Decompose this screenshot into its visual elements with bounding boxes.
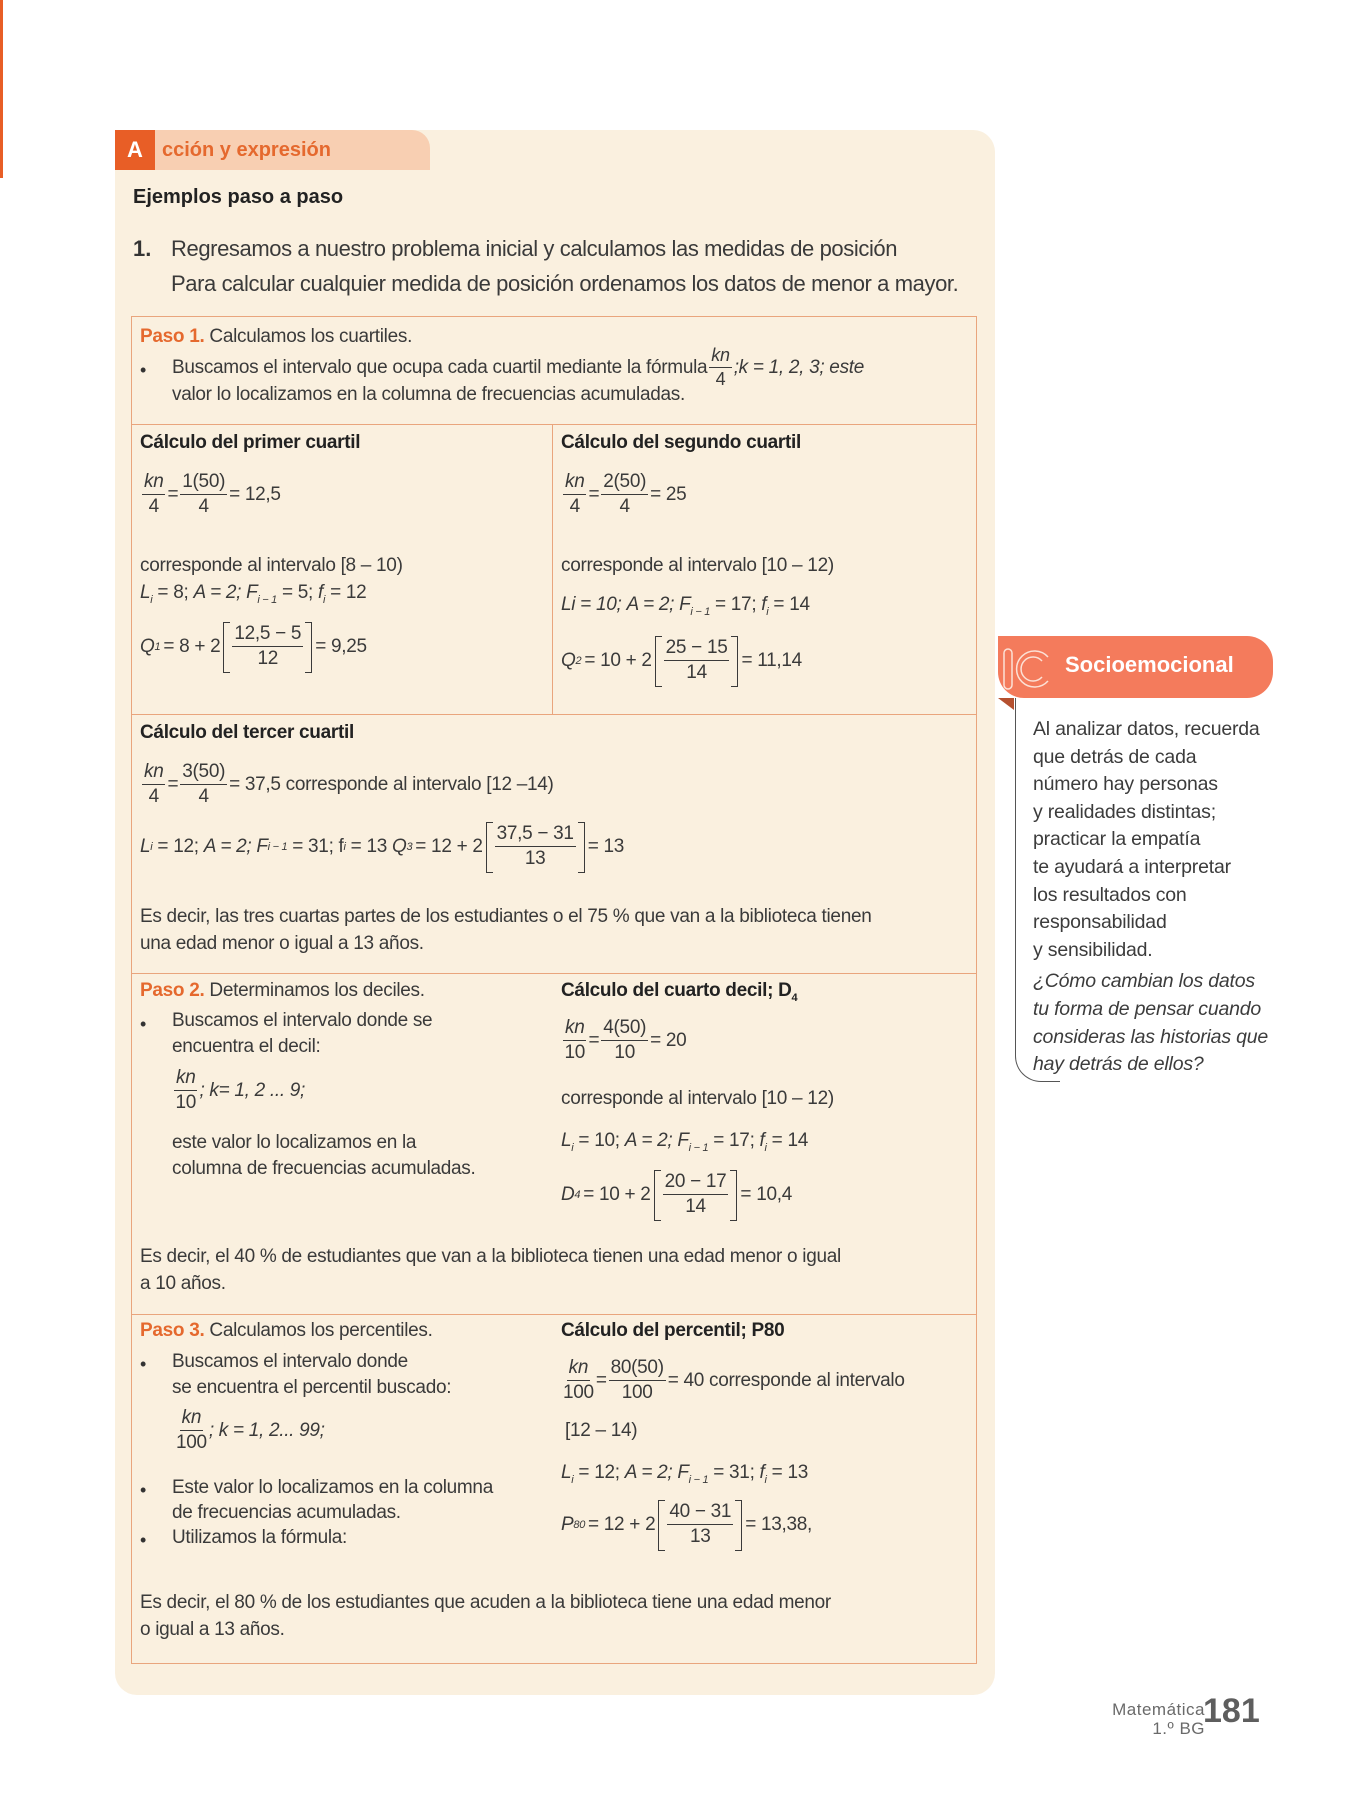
paso3-heading: Paso 3. Calculamos los percentiles. (140, 1320, 433, 1341)
divider (131, 714, 977, 715)
ic-logo-icon (1000, 645, 1052, 693)
divider (552, 424, 553, 714)
paso3-bullet-line-4: de frecuencias acumuladas. (172, 1502, 401, 1523)
divider (131, 973, 977, 974)
socioemocional-question: ¿Cómo cambian los datos tu forma de pensar cuando consideras las historias que hay detrás de ellos? (1033, 970, 1269, 1076)
paso1-k-values: ;k = 1, 2, 3; este (733, 357, 865, 379)
q1-formula: Q 1 = 8 + 2 $\frac{12,5 - 5}{12}$ = 9,25 (140, 622, 367, 673)
paso2-bullet-line-2: encuentra el decil: (172, 1036, 321, 1057)
d4-conclusion-line-2: a 10 años. (140, 1273, 226, 1294)
bullet-icon: • (140, 1014, 147, 1034)
item-line-1: Regresamos a nuestro problema inicial y calculamos las medidas de posición (171, 236, 898, 261)
p80-interval: [12 – 14) (565, 1420, 638, 1441)
d4-title: Cálculo del cuarto decil; $D_4$ (561, 980, 798, 1004)
q2-formula: Q 2 = 10 + 2 $\frac{25 - 15}{14}$ = 11,14 (561, 636, 802, 687)
q1-kn-equation: $\frac{kn}{4}$ = $\frac{1(50)}{4}$ = 12,5 (144, 471, 281, 517)
p80-params: $L_i = 12$; A = 2; $F_{i - 1} = 31$; $f_i = 13$ (561, 1462, 808, 1486)
paso1-bullet-cont: valor lo localizamos en la columna de frecuencias acumuladas. (172, 384, 685, 405)
d4-interval: corresponde al intervalo [10 – 12) (561, 1088, 834, 1109)
page-number: 181 (1203, 1692, 1260, 1730)
paso1-label: Paso 1. (140, 326, 205, 347)
card-header-title: cción y expresión (162, 139, 331, 161)
bullet-icon: • (140, 1480, 147, 1500)
bullet-icon: • (140, 1530, 147, 1550)
p80-conclusion-line-2: o igual a 13 años. (140, 1619, 285, 1640)
divider (131, 424, 977, 425)
paso2-heading: Paso 2. Determinamos los deciles. (140, 980, 425, 1001)
p80-title: Cálculo del percentil; P80 (561, 1320, 785, 1341)
d4-formula: D 4 = 10 + 2 $\frac{20 - 17}{14}$ = 10,4 (561, 1170, 792, 1221)
q1-interval: corresponde al intervalo [8 – 10) (140, 555, 403, 576)
q2-title: Cálculo del segundo cuartil (561, 432, 801, 453)
paso2-decil-formula: $\frac{kn}{10}$ ; k= 1, 2 ... 9; (175, 1067, 306, 1113)
paso1-text: Calculamos los cuartiles. (209, 326, 413, 347)
q2-kn-equation: $\frac{kn}{4}$ = $\frac{2(50)}{4}$ = 25 (565, 471, 687, 517)
card-header-letter: A (115, 130, 155, 170)
kn-over-4-fraction: $\frac{kn}{4}$ (711, 345, 730, 389)
q1-params: $L_i = 8$; A = 2; $F_{i - 1} = 5$; $f_i = 12$ (140, 582, 367, 606)
paso3-bullet-line-5: Utilizamos la fórmula: (172, 1527, 348, 1548)
divider (131, 1314, 977, 1315)
q3-title: Cálculo del tercer cuartil (140, 722, 354, 743)
paso3-bullet-line-3: Este valor lo localizamos en la columna (172, 1477, 493, 1498)
q2-params: Li = 10; A = 2; $F_{i - 1} = 17$; $f_i = 14$ (561, 594, 810, 618)
item-number: 1. (133, 236, 152, 261)
d4-params: $L_i = 10$; A = 2; $F_{i - 1} = 17$; $f_i = 14$ (561, 1130, 808, 1154)
p80-kn-equation: $\frac{kn}{100}$ = $\frac{80(50)}{100}$ = 40 corresponde al intervalo (563, 1357, 905, 1403)
d4-conclusion-line-1: Es decir, el 40 % de estudiantes que van a la biblioteca tienen una edad menor o igual (140, 1246, 841, 1267)
socioemocional-fold (998, 698, 1014, 710)
section-title: Ejemplos paso a paso (133, 186, 344, 208)
page-edge-bar (0, 0, 3, 178)
q3-kn-equation: $\frac{kn}{4}$ = $\frac{3(50)}{4}$ = 37,5 corresponde al intervalo [12 –14) (144, 761, 554, 807)
p80-conclusion-line-1: Es decir, el 80 % de los estudiantes que acuden a la biblioteca tiene una edad menor (140, 1592, 831, 1613)
q1-title: Cálculo del primer cuartil (140, 432, 361, 453)
paso2-after-line-1: este valor lo localizamos en la (172, 1132, 417, 1153)
paso2-after-line-2: columna de frecuencias acumuladas. (172, 1158, 476, 1179)
paso1-heading (140, 326, 412, 348)
paso3-bullet-line-2: se encuentra el percentil buscado: (172, 1377, 452, 1398)
socioemocional-title: Socioemocional (1065, 652, 1234, 677)
q3-params-formula: L i = 12; A = 2; F i − 1 = 31; f i = 13 Q 3 = 12 + 2 $\frac{37,5 - 31}{13}$ = 13 (140, 822, 624, 873)
q2-interval: corresponde al intervalo [10 – 12) (561, 555, 834, 576)
bullet-icon: • (140, 1354, 147, 1374)
paso3-percentil-formula: $\frac{kn}{100}$ ; k = 1, 2... 99; (176, 1407, 325, 1453)
q3-conclusion-line-2: una edad menor o igual a 13 años. (140, 933, 424, 954)
item-line-2: Para calcular cualquier medida de posición ordenamos los datos de menor a mayor. (171, 271, 959, 296)
q3-conclusion-line-1: Es decir, las tres cuartas partes de los estudiantes o el 75 % que van a la biblioteca tienen (140, 906, 872, 927)
d4-kn-equation: $\frac{kn}{10}$ = $\frac{4(50)}{10}$ = 20 (564, 1017, 687, 1063)
paso1-bullet-text: Buscamos el intervalo que ocupa cada cuartil mediante la fórmula (172, 357, 708, 379)
p80-formula: P 80 = 12 + 2 $\frac{40 - 31}{13}$ = 13,38, (561, 1500, 812, 1551)
socioemocional-body: Al analizar datos, recuerda que detrás de cada número hay personas y realidades distintas; practicar la empatía te ayudará a interpretar los resultados con responsabilidad y sensibilidad. ¿Cómo cambian los datos tu forma de pensar cuando consideras las historias que hay detrás de ellos? (1033, 716, 1333, 1079)
paso2-bullet-line-1: Buscamos el intervalo donde se (172, 1010, 433, 1031)
bullet-icon: • (140, 360, 147, 380)
footer-subject: Matemática 1.º BG (1112, 1700, 1205, 1738)
paso3-bullet-line-1: Buscamos el intervalo donde (172, 1351, 408, 1372)
